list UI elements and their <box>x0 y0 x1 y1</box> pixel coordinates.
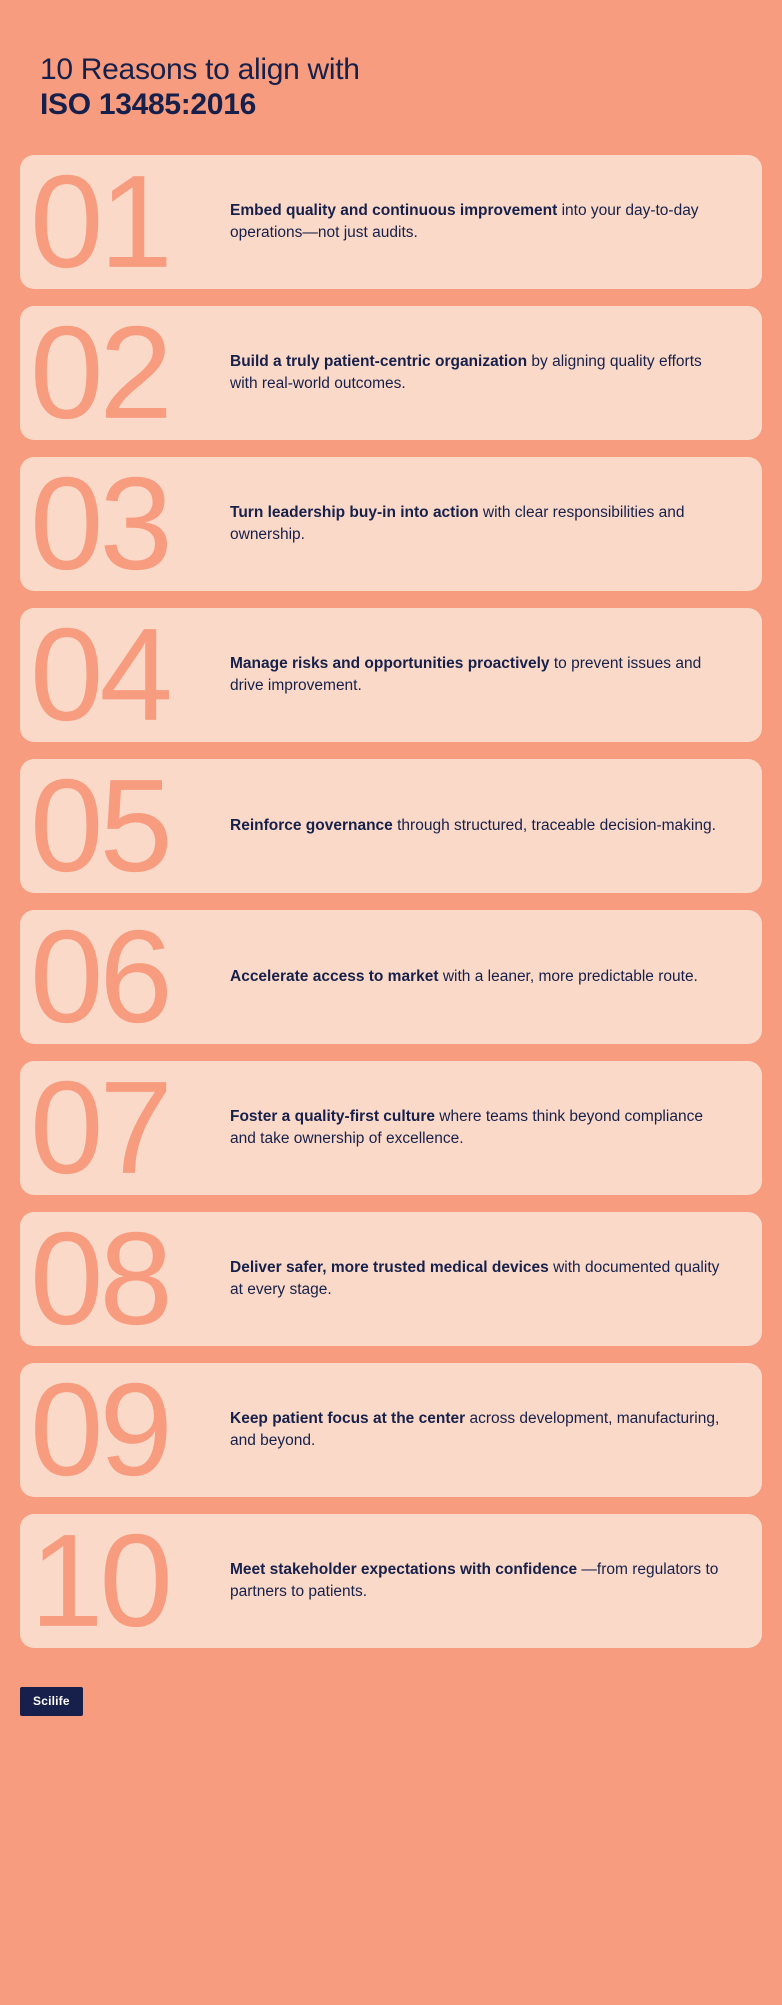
reason-text-rest: by aligning quality efforts with real-world outcomes. <box>230 352 702 392</box>
reason-number: 08 <box>30 1204 169 1352</box>
list-item <box>20 298 762 446</box>
reason-text-bold: Deliver safer, more trusted medical devices <box>230 1258 549 1276</box>
reason-text-bold: Accelerate access to market <box>230 967 439 985</box>
reason-text <box>230 1541 730 1621</box>
page-title-line-1: 10 Reasons to align with <box>40 53 360 86</box>
reason-text-rest: through structured, traceable decision-making. <box>392 816 716 834</box>
list-item <box>20 147 762 295</box>
page-header <box>0 0 782 123</box>
reason-text <box>230 1239 730 1319</box>
reason-number: 07 <box>30 1053 169 1201</box>
reason-text-rest: with a leaner, more predictable route. <box>438 967 698 985</box>
reason-text-bold: Reinforce governance <box>230 816 393 834</box>
page-title-line-2: ISO 13485:2016 <box>40 88 256 122</box>
list-item <box>20 600 762 748</box>
reason-number: 02 <box>30 298 169 446</box>
reason-text-bold: Turn leadership buy-in into action <box>230 503 479 521</box>
reason-text <box>230 635 730 715</box>
list-item <box>20 1204 762 1352</box>
reason-text-bold: Foster a quality-first culture <box>230 1107 435 1125</box>
reason-text-rest: to prevent issues and drive improvement. <box>230 654 702 694</box>
reason-number: 01 <box>30 147 169 295</box>
page-footer <box>0 1674 782 1716</box>
list-item <box>20 751 762 899</box>
reason-text-rest: into your day-to-day operations—not just audits. <box>230 201 699 241</box>
reason-text-rest: with clear responsibilities and ownership. <box>230 503 685 543</box>
reason-text-bold: Build a truly patient-centric organization <box>230 352 528 370</box>
reason-text-rest: with documented quality at every stage. <box>230 1258 720 1298</box>
reason-number: 04 <box>30 600 169 748</box>
reason-text <box>230 182 730 262</box>
reason-text-bold: Manage risks and opportunities proactively <box>230 654 550 672</box>
reason-text-bold: Embed quality and continuous improvement <box>230 201 558 219</box>
list-item <box>20 902 762 1050</box>
reason-text-rest: where teams think beyond compliance and take ownership of excellence. <box>230 1107 703 1147</box>
reason-text <box>230 484 730 564</box>
list-item <box>20 1506 762 1654</box>
reason-text-rest: —from regulators to partners to patients. <box>230 1560 719 1600</box>
list-item <box>20 1053 762 1201</box>
reason-number: 05 <box>30 751 169 899</box>
reasons-list <box>0 147 782 1654</box>
reason-text-bold: Meet stakeholder expectations with confidence <box>230 1560 578 1578</box>
reason-text <box>230 797 716 855</box>
reason-text <box>230 1390 730 1470</box>
list-item <box>20 1355 762 1503</box>
reason-text-rest: across development, manufacturing, and beyond. <box>230 1409 720 1449</box>
reason-text <box>230 948 698 1006</box>
reason-number: 10 <box>30 1506 169 1654</box>
reason-text <box>230 1088 730 1168</box>
reason-number: 06 <box>30 902 169 1050</box>
reason-number: 09 <box>30 1355 169 1503</box>
reason-number: 03 <box>30 449 169 597</box>
list-item <box>20 449 762 597</box>
scilife-logo: Scilife <box>20 1687 83 1716</box>
reason-text-bold: Keep patient focus at the center <box>230 1409 466 1427</box>
reason-text <box>230 333 730 413</box>
